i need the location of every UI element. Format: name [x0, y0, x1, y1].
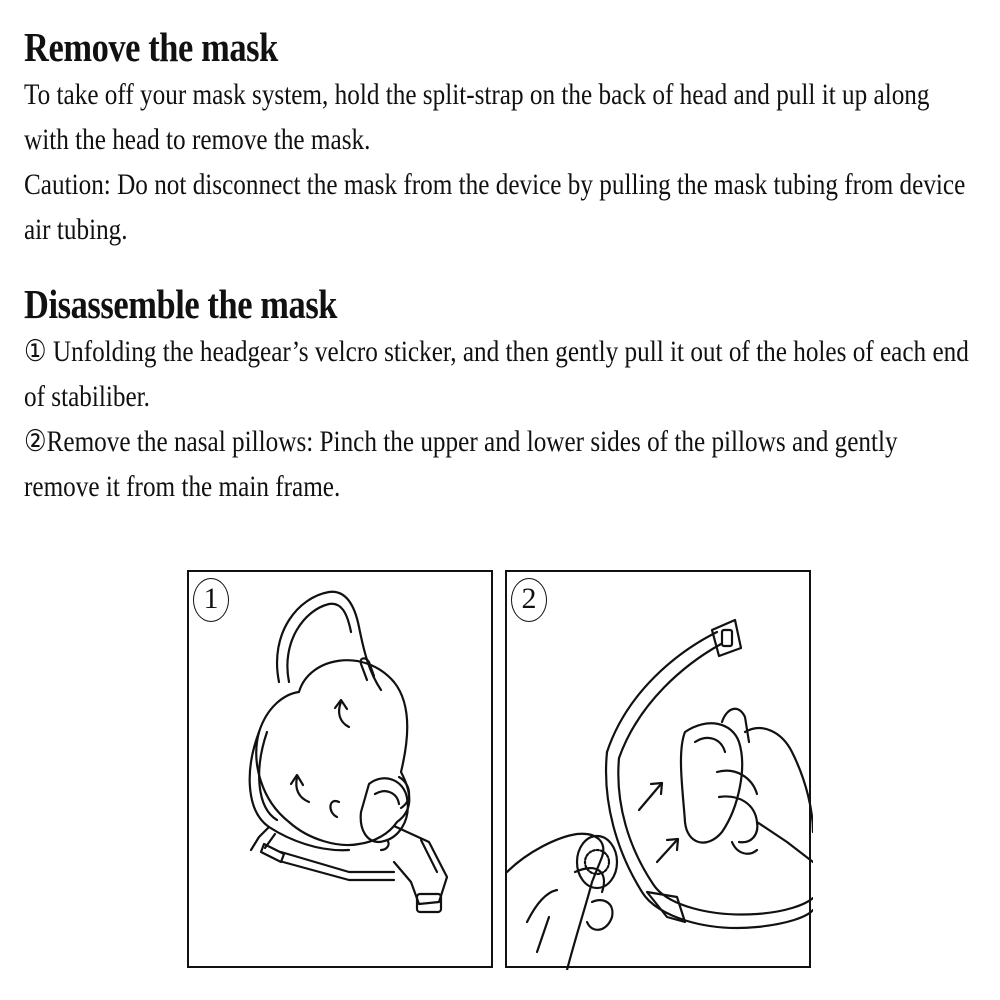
illustrations	[187, 570, 817, 972]
figure-number-badge: 1	[193, 578, 229, 622]
caution-paragraph: Caution: Do not disconnect the mask from the device by pulling the mask tubing from device air tubing.	[24, 168, 966, 246]
headgear-removal-illustration	[189, 572, 495, 970]
section-heading: Remove the mask	[24, 24, 278, 70]
section-disassemble-mask	[24, 279, 974, 509]
manual-page	[24, 22, 974, 509]
section-remove-mask	[24, 22, 974, 252]
figure-panel-1	[187, 570, 493, 968]
figure-number-badge: 2	[511, 578, 547, 622]
nasal-pillow-removal-illustration	[507, 572, 813, 970]
section-heading: Disassemble the mask	[24, 281, 338, 327]
figure-panel-2	[505, 570, 811, 968]
paragraph: To take off your mask system, hold the split-strap on the back of head and pull it up along with the head to remove the mask.	[24, 78, 930, 156]
step-2-paragraph: ②Remove the nasal pillows: Pinch the upper and lower sides of the pillows and gently remove it from the main frame.	[24, 425, 898, 503]
step-1-paragraph: ① Unfolding the headgear’s velcro sticker, and then gently pull it out of the holes of each end of stabiliber.	[24, 335, 969, 413]
